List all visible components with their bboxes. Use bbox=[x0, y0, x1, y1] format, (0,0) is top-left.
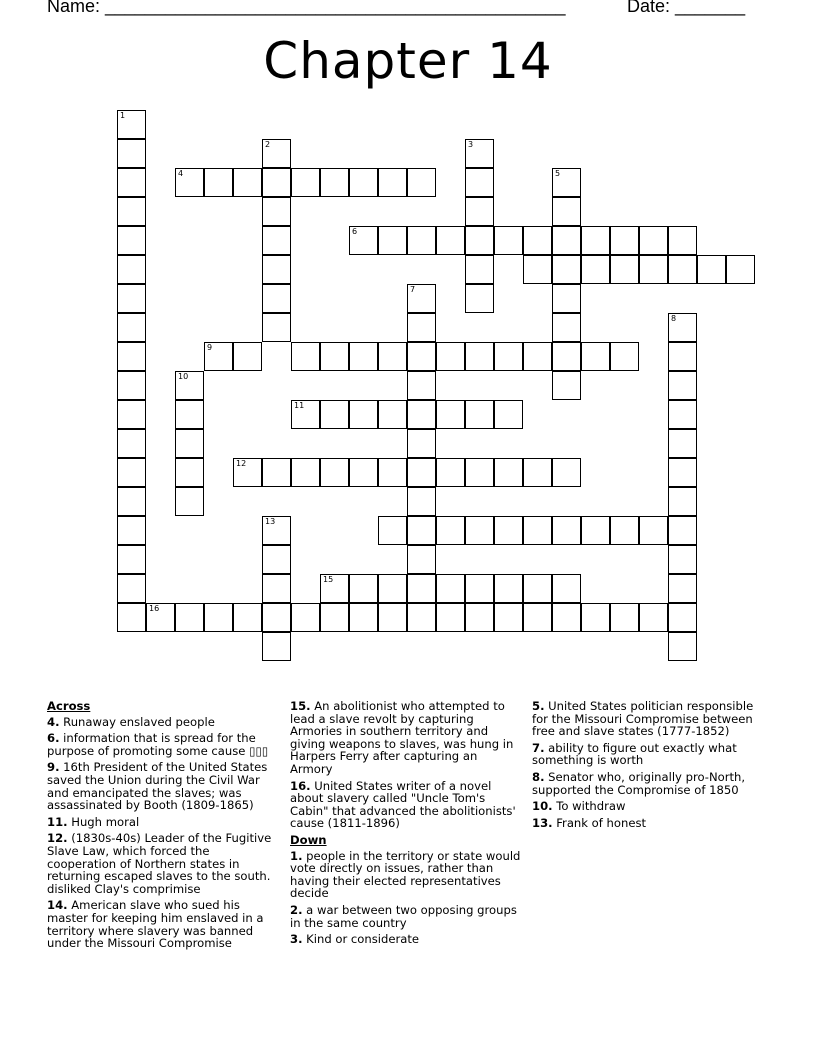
grid-cell[interactable] bbox=[407, 371, 436, 400]
grid-cell[interactable] bbox=[581, 255, 610, 284]
grid-cell[interactable] bbox=[349, 603, 378, 632]
across-clue-list bbox=[47, 716, 279, 950]
grid-cell[interactable] bbox=[639, 226, 668, 255]
grid-cell[interactable] bbox=[668, 487, 697, 516]
clue-item bbox=[532, 742, 762, 767]
grid-cell[interactable] bbox=[378, 168, 407, 197]
grid-cell[interactable] bbox=[494, 516, 523, 545]
grid-cell[interactable] bbox=[291, 168, 320, 197]
grid-cell[interactable] bbox=[117, 458, 146, 487]
grid-cell[interactable] bbox=[610, 516, 639, 545]
clue-item-number: 1. bbox=[290, 848, 303, 863]
clue-number: 15 bbox=[323, 575, 334, 584]
grid-cell[interactable] bbox=[581, 226, 610, 255]
grid-cell[interactable] bbox=[668, 574, 697, 603]
grid-cell[interactable] bbox=[668, 429, 697, 458]
clue-item bbox=[47, 761, 279, 811]
grid-cell[interactable] bbox=[552, 255, 581, 284]
grid-cell[interactable] bbox=[581, 516, 610, 545]
grid-cell[interactable] bbox=[291, 458, 320, 487]
clue-item bbox=[47, 899, 279, 949]
across-heading: Across bbox=[47, 699, 91, 713]
grid-cell[interactable] bbox=[204, 603, 233, 632]
grid-cell[interactable] bbox=[233, 168, 262, 197]
grid-cell[interactable] bbox=[117, 342, 146, 371]
clue-item-text: Hugh moral bbox=[67, 814, 140, 829]
grid-cell[interactable] bbox=[523, 255, 552, 284]
grid-cell[interactable] bbox=[117, 226, 146, 255]
grid-cell[interactable] bbox=[668, 226, 697, 255]
grid-cell[interactable] bbox=[668, 603, 697, 632]
clue-item-text: people in the territory or state would vote directly on issues, rather than having their elected representatives decide bbox=[290, 848, 521, 901]
clue-item-text: information that is spread for the purpose of promoting some cause ▯▯▯ bbox=[47, 731, 269, 758]
grid-cell[interactable] bbox=[494, 400, 523, 429]
clues-column-3 bbox=[532, 700, 762, 833]
clue-item-text: American slave who sued his master for keeping him enslaved in a territory where slavery was banned under the Missouri Compromise bbox=[47, 898, 264, 951]
grid-cell[interactable] bbox=[407, 284, 436, 313]
grid-cell[interactable] bbox=[320, 458, 349, 487]
grid-cell[interactable] bbox=[436, 458, 465, 487]
grid-cell[interactable] bbox=[407, 458, 436, 487]
grid-cell[interactable] bbox=[320, 400, 349, 429]
grid-cell[interactable] bbox=[552, 284, 581, 313]
grid-cell[interactable] bbox=[668, 458, 697, 487]
clue-item-number: 11. bbox=[47, 814, 68, 829]
clue-item-number: 5. bbox=[532, 699, 545, 713]
grid-cell[interactable] bbox=[349, 342, 378, 371]
grid-cell[interactable] bbox=[494, 226, 523, 255]
grid-cell[interactable] bbox=[668, 545, 697, 574]
grid-cell[interactable] bbox=[407, 168, 436, 197]
grid-cell[interactable] bbox=[523, 603, 552, 632]
down-clue-list-continued bbox=[532, 700, 762, 829]
clue-number: 13 bbox=[265, 517, 276, 526]
grid-cell[interactable] bbox=[610, 342, 639, 371]
clue-number: 7 bbox=[410, 285, 416, 294]
clue-number: 5 bbox=[555, 169, 561, 178]
grid-cell[interactable] bbox=[291, 342, 320, 371]
grid-cell[interactable] bbox=[436, 603, 465, 632]
grid-cell[interactable] bbox=[407, 603, 436, 632]
grid-cell[interactable] bbox=[668, 632, 697, 661]
grid-cell[interactable] bbox=[465, 574, 494, 603]
clue-item-number: 16. bbox=[290, 778, 311, 793]
grid-cell[interactable] bbox=[465, 168, 494, 197]
clue-item-text: 16th President of the United States saved the Union during the Civil War and emancipated the slaves; was assassinated by Booth (1809-1865) bbox=[47, 760, 268, 813]
grid-cell[interactable] bbox=[320, 603, 349, 632]
grid-cell[interactable] bbox=[117, 139, 146, 168]
clue-item-number: 6. bbox=[47, 731, 60, 746]
grid-cell[interactable] bbox=[378, 458, 407, 487]
grid-cell[interactable] bbox=[262, 545, 291, 574]
clue-item bbox=[532, 771, 762, 796]
grid-cell[interactable] bbox=[552, 458, 581, 487]
grid-cell[interactable] bbox=[668, 313, 697, 342]
clue-item-text: (1830s-40s) Leader of the Fugitive Slave Law, which forced the cooperation of Northern states in returning escaped slaves to the south. disliked Clay's comprimise bbox=[47, 831, 272, 896]
grid-cell[interactable] bbox=[233, 458, 262, 487]
clue-item bbox=[290, 933, 522, 946]
grid-cell[interactable] bbox=[320, 342, 349, 371]
grid-cell[interactable] bbox=[465, 458, 494, 487]
clue-number: 9 bbox=[207, 343, 213, 352]
clue-number: 12 bbox=[236, 459, 247, 468]
grid-cell[interactable] bbox=[117, 255, 146, 284]
grid-cell[interactable] bbox=[465, 226, 494, 255]
clue-number: 10 bbox=[178, 372, 189, 381]
grid-cell[interactable] bbox=[668, 255, 697, 284]
grid-cell[interactable] bbox=[436, 400, 465, 429]
clue-item bbox=[532, 800, 762, 813]
grid-cell[interactable] bbox=[610, 255, 639, 284]
clue-item bbox=[47, 716, 279, 729]
grid-cell[interactable] bbox=[262, 139, 291, 168]
clue-number: 8 bbox=[671, 314, 677, 323]
grid-cell[interactable] bbox=[668, 400, 697, 429]
grid-cell[interactable] bbox=[494, 603, 523, 632]
clue-item-text: Runaway enslaved people bbox=[59, 714, 215, 729]
grid-cell[interactable] bbox=[494, 342, 523, 371]
grid-cell[interactable] bbox=[175, 487, 204, 516]
grid-cell[interactable] bbox=[436, 516, 465, 545]
grid-cell[interactable] bbox=[436, 574, 465, 603]
date-field[interactable]: Date: _______ bbox=[627, 0, 746, 16]
grid-cell[interactable] bbox=[117, 574, 146, 603]
grid-cell[interactable] bbox=[552, 603, 581, 632]
grid-cell[interactable] bbox=[349, 400, 378, 429]
clue-number: 1 bbox=[120, 111, 126, 120]
clues-column-2 bbox=[290, 700, 522, 950]
grid-cell[interactable] bbox=[262, 168, 291, 197]
grid-cell[interactable] bbox=[117, 110, 146, 139]
clue-item-text: An abolitionist who attempted to lead a slave revolt by capturing Armories in southern territory and giving weapons to slaves, was hung in Harpers Ferry after capturing an Armory bbox=[290, 699, 514, 776]
grid-cell[interactable] bbox=[552, 168, 581, 197]
grid-cell[interactable] bbox=[291, 400, 320, 429]
grid-cell[interactable] bbox=[523, 342, 552, 371]
grid-cell[interactable] bbox=[610, 603, 639, 632]
grid-cell[interactable] bbox=[407, 545, 436, 574]
grid-cell[interactable] bbox=[465, 284, 494, 313]
grid-cell[interactable] bbox=[349, 458, 378, 487]
grid-cell[interactable] bbox=[117, 400, 146, 429]
grid-cell[interactable] bbox=[523, 574, 552, 603]
grid-cell[interactable] bbox=[378, 226, 407, 255]
grid-cell[interactable] bbox=[639, 255, 668, 284]
grid-cell[interactable] bbox=[320, 168, 349, 197]
grid-cell[interactable] bbox=[407, 516, 436, 545]
grid-cell[interactable] bbox=[117, 371, 146, 400]
grid-cell[interactable] bbox=[233, 342, 262, 371]
grid-cell[interactable] bbox=[146, 603, 175, 632]
clue-item-text: Senator who, originally pro-North, supported the Compromise of 1850 bbox=[532, 769, 746, 797]
grid-cell[interactable] bbox=[117, 168, 146, 197]
grid-cell[interactable] bbox=[117, 313, 146, 342]
clue-number: 3 bbox=[468, 140, 474, 149]
clue-number: 6 bbox=[352, 227, 358, 236]
clue-item-number: 10. bbox=[532, 799, 553, 814]
grid-cell[interactable] bbox=[552, 342, 581, 371]
down-clue-list bbox=[290, 850, 522, 946]
grid-cell[interactable] bbox=[262, 313, 291, 342]
grid-cell[interactable] bbox=[465, 255, 494, 284]
grid-cell[interactable] bbox=[117, 603, 146, 632]
clue-item bbox=[532, 817, 762, 830]
clue-number: 4 bbox=[178, 169, 184, 178]
grid-cell[interactable] bbox=[117, 284, 146, 313]
grid-cell[interactable] bbox=[175, 371, 204, 400]
grid-cell[interactable] bbox=[697, 255, 726, 284]
clue-item-number: 13. bbox=[532, 815, 553, 830]
clue-item-text: ability to figure out exactly what something is worth bbox=[532, 740, 737, 768]
clue-item bbox=[290, 850, 522, 900]
grid-cell[interactable] bbox=[378, 400, 407, 429]
clue-item-number: 12. bbox=[47, 831, 68, 846]
grid-cell[interactable] bbox=[204, 342, 233, 371]
grid-cell[interactable] bbox=[407, 342, 436, 371]
clue-item bbox=[290, 780, 522, 830]
grid-cell[interactable] bbox=[465, 400, 494, 429]
clue-item bbox=[47, 816, 279, 829]
grid-cell[interactable] bbox=[262, 458, 291, 487]
clue-number: 11 bbox=[294, 401, 305, 410]
clue-item-text: United States politician responsible for the Missouri Compromise between free and slave states (1777-1852) bbox=[532, 699, 754, 739]
grid-cell[interactable] bbox=[552, 313, 581, 342]
grid-cell[interactable] bbox=[465, 342, 494, 371]
grid-cell[interactable] bbox=[117, 487, 146, 516]
grid-cell[interactable] bbox=[407, 574, 436, 603]
clue-item bbox=[290, 904, 522, 929]
grid-cell[interactable] bbox=[175, 400, 204, 429]
clue-number: 2 bbox=[265, 140, 271, 149]
grid-cell[interactable] bbox=[610, 226, 639, 255]
grid-cell[interactable] bbox=[117, 516, 146, 545]
grid-cell[interactable] bbox=[175, 429, 204, 458]
grid-cell[interactable] bbox=[726, 255, 755, 284]
grid-cell[interactable] bbox=[349, 574, 378, 603]
grid-cell[interactable] bbox=[117, 197, 146, 226]
clues-column-1 bbox=[47, 700, 279, 954]
clue-item-text: Kind or considerate bbox=[302, 932, 420, 947]
clue-item-text: To withdraw bbox=[552, 799, 626, 814]
grid-cell[interactable] bbox=[407, 226, 436, 255]
grid-cell[interactable] bbox=[262, 197, 291, 226]
clue-item-number: 7. bbox=[532, 740, 545, 755]
grid-cell[interactable] bbox=[407, 400, 436, 429]
grid-cell[interactable] bbox=[378, 342, 407, 371]
grid-cell[interactable] bbox=[407, 313, 436, 342]
grid-cell[interactable] bbox=[552, 574, 581, 603]
grid-cell[interactable] bbox=[668, 371, 697, 400]
grid-cell[interactable] bbox=[262, 632, 291, 661]
grid-cell[interactable] bbox=[639, 603, 668, 632]
grid-cell[interactable] bbox=[523, 516, 552, 545]
grid-cell[interactable] bbox=[262, 284, 291, 313]
clue-item-text: Frank of honest bbox=[552, 815, 647, 830]
grid-cell[interactable] bbox=[262, 574, 291, 603]
grid-cell[interactable] bbox=[494, 458, 523, 487]
clue-item-number: 2. bbox=[290, 902, 303, 917]
grid-cell[interactable] bbox=[465, 197, 494, 226]
clue-item-text: United States writer of a novel about slavery called "Uncle Tom's Cabin" that advanced the abolitionists' cause (1811-1896) bbox=[290, 778, 516, 831]
clue-item-text: a war between two opposing groups in the same country bbox=[290, 902, 517, 930]
grid-cell[interactable] bbox=[465, 603, 494, 632]
grid-cell[interactable] bbox=[291, 603, 320, 632]
grid-cell[interactable] bbox=[349, 226, 378, 255]
clue-item-number: 9. bbox=[47, 760, 60, 775]
clue-item bbox=[532, 700, 762, 738]
grid-cell[interactable] bbox=[233, 603, 262, 632]
clue-item bbox=[47, 832, 279, 895]
grid-cell[interactable] bbox=[581, 342, 610, 371]
grid-cell[interactable] bbox=[262, 603, 291, 632]
grid-cell[interactable] bbox=[436, 226, 465, 255]
grid-cell[interactable] bbox=[262, 516, 291, 545]
grid-cell[interactable] bbox=[378, 574, 407, 603]
grid-cell[interactable] bbox=[204, 168, 233, 197]
clue-item-number: 8. bbox=[532, 769, 545, 784]
grid-cell[interactable] bbox=[494, 574, 523, 603]
clue-item-number: 4. bbox=[47, 714, 60, 729]
grid-cell[interactable] bbox=[175, 458, 204, 487]
grid-cell[interactable] bbox=[581, 603, 610, 632]
grid-cell[interactable] bbox=[117, 545, 146, 574]
grid-cell[interactable] bbox=[175, 603, 204, 632]
grid-cell[interactable] bbox=[523, 458, 552, 487]
grid-cell[interactable] bbox=[523, 226, 552, 255]
down-heading: Down bbox=[290, 832, 327, 847]
grid-cell[interactable] bbox=[117, 429, 146, 458]
grid-cell[interactable] bbox=[262, 226, 291, 255]
name-field[interactable]: Name: ______________________________________________ bbox=[47, 0, 566, 16]
across-clue-list-continued bbox=[290, 700, 522, 830]
grid-cell[interactable] bbox=[552, 371, 581, 400]
clue-item-number: 14. bbox=[47, 898, 68, 913]
grid-cell[interactable] bbox=[407, 487, 436, 516]
grid-cell[interactable] bbox=[552, 516, 581, 545]
grid-cell[interactable] bbox=[320, 574, 349, 603]
page-title: Chapter 14 bbox=[263, 32, 553, 90]
clue-item bbox=[47, 732, 279, 757]
grid-cell[interactable] bbox=[436, 342, 465, 371]
clue-item bbox=[290, 700, 522, 776]
grid-cell[interactable] bbox=[378, 603, 407, 632]
grid-cell[interactable] bbox=[465, 516, 494, 545]
grid-cell[interactable] bbox=[668, 342, 697, 371]
clue-number: 16 bbox=[149, 604, 160, 613]
grid-cell[interactable] bbox=[407, 429, 436, 458]
grid-cell[interactable] bbox=[465, 139, 494, 168]
clue-item-number: 15. bbox=[290, 699, 311, 713]
grid-cell[interactable] bbox=[262, 255, 291, 284]
grid-cell[interactable] bbox=[639, 516, 668, 545]
grid-cell[interactable] bbox=[552, 226, 581, 255]
grid-cell[interactable] bbox=[378, 516, 407, 545]
grid-cell[interactable] bbox=[668, 516, 697, 545]
grid-cell[interactable] bbox=[349, 168, 378, 197]
grid-cell[interactable] bbox=[175, 168, 204, 197]
clue-item-number: 3. bbox=[290, 932, 303, 947]
grid-cell[interactable] bbox=[552, 197, 581, 226]
